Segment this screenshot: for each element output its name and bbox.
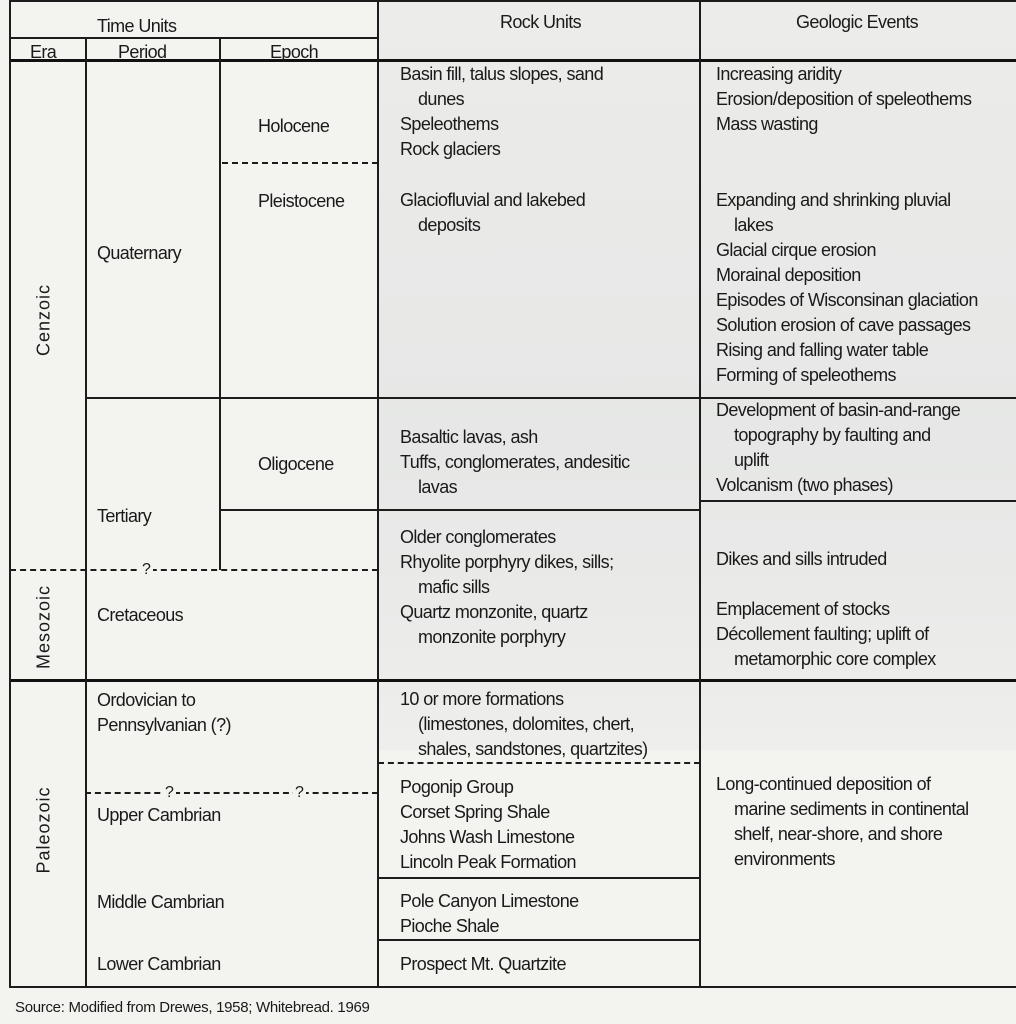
events-pleistocene [716, 188, 978, 388]
period-quaternary: Quaternary [97, 243, 182, 263]
epoch-holocene: Holocene [258, 116, 330, 136]
rock-unit: Rhyolite porphyry dikes, sills; [400, 552, 614, 572]
rock-units-holocene [400, 62, 603, 162]
header-time-units: Time Units [97, 16, 177, 36]
geologic-event: topography by faulting and [734, 425, 931, 445]
header-epoch: Epoch [270, 42, 319, 62]
rock-unit: Rock glaciers [400, 139, 501, 159]
rock-unit: Glaciofluvial and lakebed [400, 190, 586, 210]
uncertain-boundary-mark: ? [295, 784, 304, 801]
rock-unit: 10 or more formations [400, 689, 564, 709]
geologic-event: marine sediments in continental [734, 799, 969, 819]
rock-unit: shales, sandstones, quartzites) [418, 739, 648, 759]
rock-unit: Basin fill, talus slopes, sand [400, 64, 604, 84]
geologic-event: Episodes of Wisconsinan glaciation [716, 290, 978, 310]
events-oligocene [716, 398, 960, 498]
uncertain-boundary-mark: ? [142, 561, 151, 578]
header-geologic-events: Geologic Events [796, 12, 919, 32]
geologic-event: Development of basin-and-range [716, 400, 961, 420]
geologic-event: Mass wasting [716, 114, 818, 134]
header-period: Period [118, 42, 167, 62]
rock-units-ordovician [400, 687, 648, 762]
rock-unit: Lincoln Peak Formation [400, 852, 576, 872]
era-paleozoic: Paleozoic [33, 786, 54, 874]
geologic-event: Forming of speleothems [716, 365, 896, 385]
source-note: Source: Modified from Drewes, 1958; Whitebread. 1969 [15, 999, 370, 1016]
geologic-event: shelf, near-shore, and shore [734, 824, 943, 844]
rock-unit: Corset Spring Shale [400, 802, 550, 822]
era-cenozoic: Cenzoic [33, 283, 54, 357]
rock-unit: Tuffs, conglomerates, andesitic [400, 452, 630, 472]
uncertain-boundary-mark: ? [165, 784, 174, 801]
period-cretaceous: Cretaceous [97, 605, 184, 625]
period-line: Ordovician to [97, 690, 196, 710]
rock-unit: Basaltic lavas, ash [400, 427, 538, 447]
geologic-event: metamorphic core complex [734, 649, 936, 669]
events-paleozoic [716, 772, 969, 872]
period-lower-cambrian: Lower Cambrian [97, 954, 221, 974]
geologic-event: environments [734, 849, 835, 869]
geologic-event: uplift [734, 450, 769, 470]
geologic-event: Décollement faulting; uplift of [716, 624, 929, 644]
period-line: Pennsylvanian (?) [97, 715, 231, 735]
rock-unit: Prospect Mt. Quartzite [400, 954, 566, 974]
geologic-event: Rising and falling water table [716, 340, 929, 360]
events-cretaceous-dikes [716, 547, 887, 572]
geologic-event: Morainal deposition [716, 265, 861, 285]
period-upper-cambrian: Upper Cambrian [97, 805, 221, 825]
rock-unit: Quartz monzonite, quartz [400, 602, 588, 622]
rock-unit: (limestones, dolomites, chert, [418, 714, 635, 734]
geologic-event: Expanding and shrinking pluvial [716, 190, 951, 210]
rock-units-pleistocene [400, 188, 585, 238]
geologic-event: Long-continued deposition of [716, 774, 931, 794]
era-mesozoic: Mesozoic [33, 584, 54, 670]
geologic-event: Solution erosion of cave passages [716, 315, 971, 335]
geologic-event: Dikes and sills intruded [716, 549, 887, 569]
geologic-event: Emplacement of stocks [716, 599, 890, 619]
rock-unit: mafic sills [418, 577, 490, 597]
rock-units-middle-cambrian [400, 889, 579, 939]
rock-unit: Older conglomerates [400, 527, 556, 547]
geologic-event: Erosion/deposition of speleothems [716, 89, 972, 109]
rock-unit: monzonite porphyry [418, 627, 566, 647]
rock-unit: Pogonip Group [400, 777, 514, 797]
rock-unit: deposits [418, 215, 481, 235]
rock-units-cretaceous [400, 525, 613, 650]
events-holocene [716, 62, 971, 137]
rock-units-oligocene [400, 425, 630, 500]
rock-unit: Speleothems [400, 114, 499, 134]
period-tertiary: Tertiary [97, 506, 152, 526]
rock-unit: Pole Canyon Limestone [400, 891, 579, 911]
period-ordovician-to-pennsylvanian [97, 688, 231, 738]
rock-units-lower-cambrian [400, 952, 566, 977]
epoch-oligocene: Oligocene [258, 454, 334, 474]
rock-unit: Pioche Shale [400, 916, 499, 936]
header-era: Era [30, 42, 57, 62]
rock-unit: dunes [418, 89, 465, 109]
geologic-event: Glacial cirque erosion [716, 240, 876, 260]
geologic-event: Volcanism (two phases) [716, 475, 893, 495]
geologic-event: lakes [734, 215, 774, 235]
period-middle-cambrian: Middle Cambrian [97, 892, 225, 912]
epoch-pleistocene: Pleistocene [258, 191, 345, 211]
header-rock-units: Rock Units [500, 12, 582, 32]
geologic-event: Increasing aridity [716, 64, 842, 84]
rock-unit: Johns Wash Limestone [400, 827, 575, 847]
rock-unit: lavas [418, 477, 458, 497]
rock-units-upper-cambrian [400, 775, 576, 875]
events-cretaceous [716, 597, 936, 672]
